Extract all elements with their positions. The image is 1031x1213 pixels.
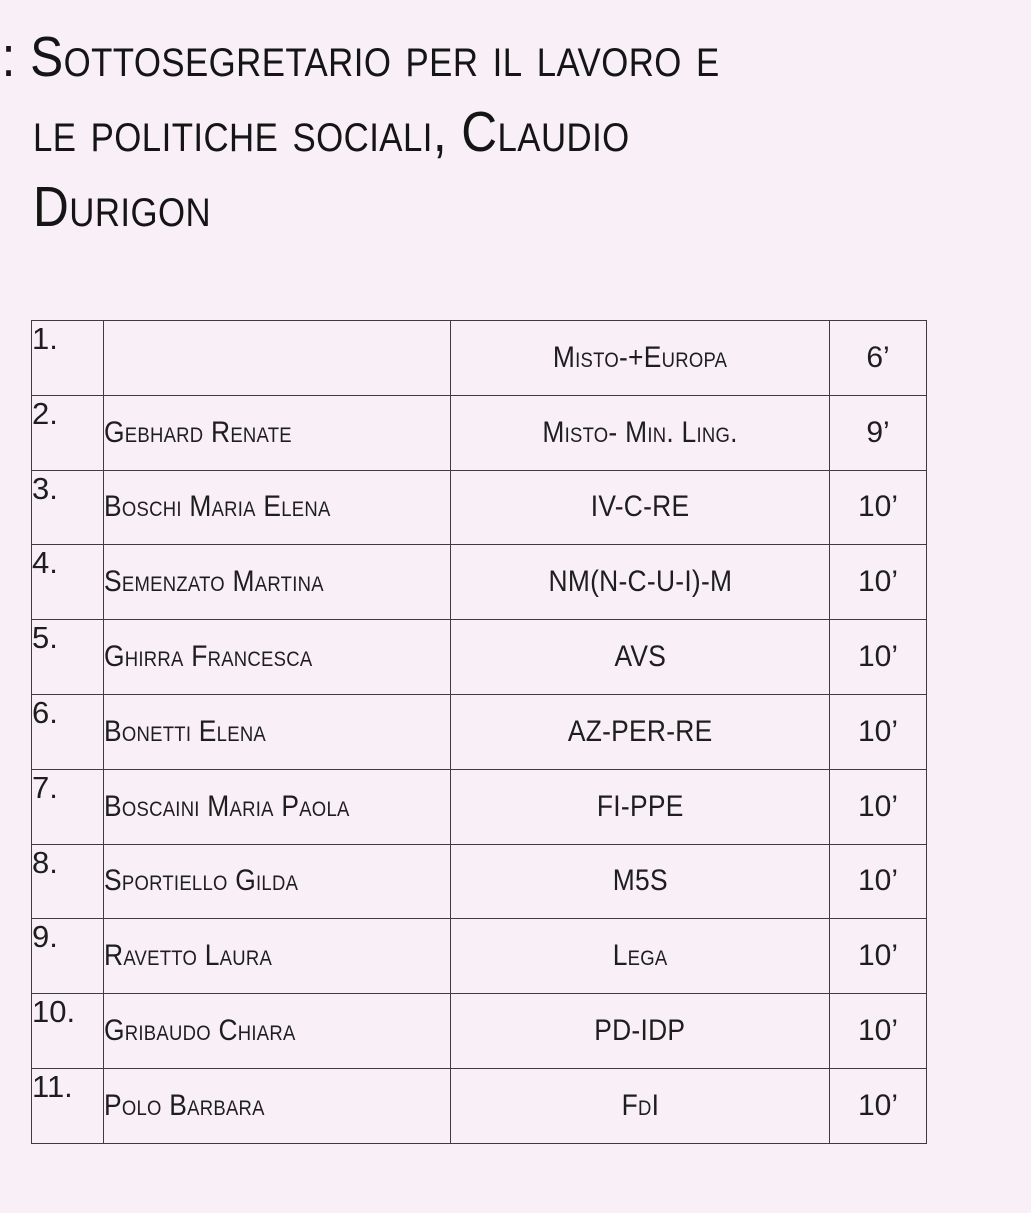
speaker-name-cell xyxy=(104,844,451,919)
row-number: 3. xyxy=(32,470,58,506)
time-cell xyxy=(830,545,927,620)
group-cell xyxy=(451,994,830,1069)
time-allocation: 10’ xyxy=(857,789,899,823)
group-cell xyxy=(451,844,830,919)
group-label: Misto-+Europa xyxy=(552,340,728,374)
table-row xyxy=(32,694,927,769)
group-cell xyxy=(451,470,830,545)
row-number-cell xyxy=(32,620,104,695)
time-allocation: 10’ xyxy=(857,714,899,748)
speaker-name-cell xyxy=(104,919,451,994)
title-line-3: Durigon xyxy=(33,175,212,239)
row-number: 6. xyxy=(32,694,58,730)
row-number: 5. xyxy=(32,620,58,656)
table-row xyxy=(32,1068,927,1143)
table-row xyxy=(32,994,927,1069)
row-number-cell xyxy=(32,545,104,620)
time-allocation: 10’ xyxy=(857,1088,899,1122)
time-allocation: 10’ xyxy=(857,939,899,973)
group-cell xyxy=(451,694,830,769)
speaker-name-cell xyxy=(104,769,451,844)
group-cell xyxy=(451,620,830,695)
group-label: PD-IDP xyxy=(594,1014,686,1048)
group-label: Misto- Min. Ling. xyxy=(542,415,738,449)
row-number: 4. xyxy=(32,545,58,581)
speaker-name-cell xyxy=(104,395,451,470)
group-cell xyxy=(451,321,830,396)
time-cell xyxy=(830,769,927,844)
row-number-cell xyxy=(32,919,104,994)
time-cell xyxy=(830,321,927,396)
table-row xyxy=(32,620,927,695)
row-number-cell xyxy=(32,470,104,545)
time-allocation: 6’ xyxy=(866,340,890,374)
page-title xyxy=(1,20,1023,245)
group-label: NM(N-C-U-I)-M xyxy=(548,565,732,599)
table-row xyxy=(32,470,927,545)
time-cell xyxy=(830,470,927,545)
row-number: 8. xyxy=(32,844,58,880)
time-allocation: 10’ xyxy=(857,1014,899,1048)
group-label: M5S xyxy=(612,864,668,898)
group-cell xyxy=(451,545,830,620)
row-number: 10. xyxy=(32,994,76,1030)
row-number-cell xyxy=(32,694,104,769)
time-allocation: 10’ xyxy=(857,490,899,524)
time-allocation: 10’ xyxy=(857,640,899,674)
group-label: AZ-PER-RE xyxy=(567,714,713,748)
group-cell xyxy=(451,769,830,844)
time-cell xyxy=(830,620,927,695)
title-line-1: : Sottosegretario per il lavoro e xyxy=(1,25,720,89)
time-cell xyxy=(830,694,927,769)
row-number: 11. xyxy=(32,1068,73,1104)
speaker-name: Polo Barbara xyxy=(104,1088,265,1122)
table-row xyxy=(32,545,927,620)
row-number-cell xyxy=(32,1068,104,1143)
row-number: 9. xyxy=(32,919,58,955)
row-number: 2. xyxy=(32,395,58,431)
group-cell xyxy=(451,919,830,994)
time-cell xyxy=(830,994,927,1069)
speaker-name-cell xyxy=(104,620,451,695)
group-label: Lega xyxy=(612,939,668,973)
table-row xyxy=(32,919,927,994)
group-cell xyxy=(451,1068,830,1143)
row-number-cell xyxy=(32,321,104,396)
time-cell xyxy=(830,1068,927,1143)
speaker-name-cell xyxy=(104,1068,451,1143)
group-label: IV-C-RE xyxy=(590,490,690,524)
speakers-table xyxy=(31,320,927,1144)
speaker-name: Boscaini Maria Paola xyxy=(104,789,350,823)
speaker-name-cell xyxy=(104,694,451,769)
time-allocation: 10’ xyxy=(857,864,899,898)
speaker-name-cell xyxy=(104,321,451,396)
time-allocation: 10’ xyxy=(857,565,899,599)
time-cell xyxy=(830,395,927,470)
time-allocation: 9’ xyxy=(866,415,890,449)
speaker-name: Ghirra Francesca xyxy=(104,640,313,674)
speaker-name: Boschi Maria Elena xyxy=(104,490,331,524)
speaker-name-cell xyxy=(104,545,451,620)
row-number-cell xyxy=(32,395,104,470)
speaker-name: Sportiello Gilda xyxy=(104,864,299,898)
row-number-cell xyxy=(32,769,104,844)
table-row xyxy=(32,321,927,396)
speaker-name-cell xyxy=(104,470,451,545)
table-row xyxy=(32,844,927,919)
speaker-name: Gebhard Renate xyxy=(104,415,292,449)
row-number-cell xyxy=(32,994,104,1069)
table-row xyxy=(32,395,927,470)
speaker-name-cell xyxy=(104,994,451,1069)
group-label: AVS xyxy=(614,640,666,674)
title-line-2: le politiche sociali, Claudio xyxy=(33,100,630,164)
time-cell xyxy=(830,844,927,919)
row-number-cell xyxy=(32,844,104,919)
group-label: FdI xyxy=(621,1088,659,1122)
speaker-name: Semenzato Martina xyxy=(104,565,324,599)
table-row xyxy=(32,769,927,844)
row-number: 1. xyxy=(32,321,58,356)
speaker-name: Bonetti Elena xyxy=(104,714,267,748)
time-cell xyxy=(830,919,927,994)
row-number: 7. xyxy=(32,769,58,805)
group-label: FI-PPE xyxy=(596,789,684,823)
speaker-name: Ravetto Laura xyxy=(104,939,273,973)
group-cell xyxy=(451,395,830,470)
speaker-name: Gribaudo Chiara xyxy=(104,1014,296,1048)
